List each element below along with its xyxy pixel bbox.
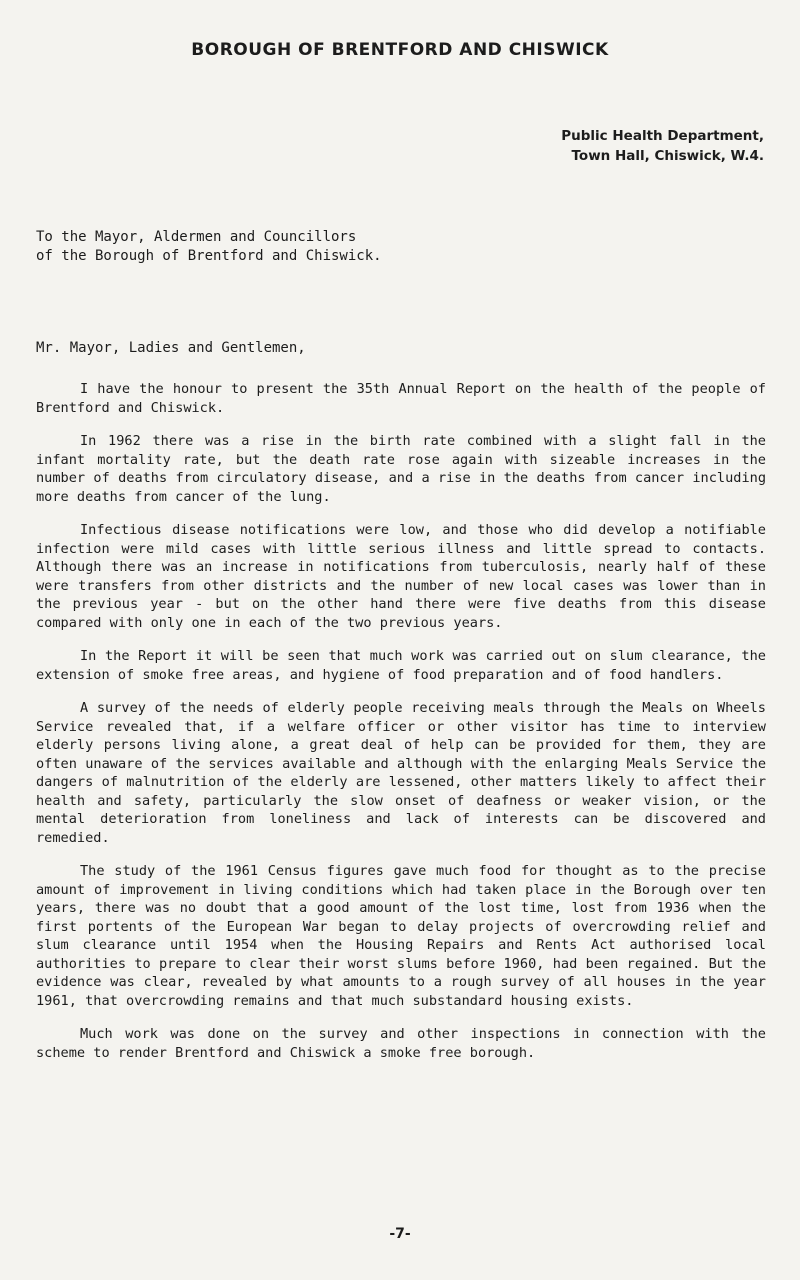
salutation: Mr. Mayor, Ladies and Gentlemen, bbox=[36, 340, 306, 356]
addressee-line-1: To the Mayor, Aldermen and Councillors bbox=[36, 229, 357, 245]
addressee bbox=[36, 228, 382, 266]
paragraph: I have the honour to present the 35th Annual Report on the health of the people of Brentford and Chiswick. bbox=[36, 381, 766, 416]
paragraph: In 1962 there was a rise in the birth rate combined with a slight fall in the infant mortality rate, but the death rate rose again with sizeable increases in the number of deaths from circulatory disease, and a rise in the deaths from cancer including more deaths from cancer of the lung. bbox=[36, 433, 766, 505]
paragraph: In the Report it will be seen that much work was carried out on slum clearance, the extension of smoke free areas, and hygiene of food preparation and of food handlers. bbox=[36, 648, 766, 683]
report-body bbox=[36, 380, 766, 1077]
sender-address bbox=[561, 126, 764, 166]
page-title: BOROUGH OF BRENTFORD AND CHISWICK bbox=[191, 40, 609, 60]
address-line-1: Public Health Department, bbox=[561, 128, 764, 144]
address-line-2: Town Hall, Chiswick, W.4. bbox=[571, 148, 764, 164]
paragraph: The study of the 1961 Census figures gave much food for thought as to the precise amount of improvement in living conditions which had taken place in the Borough over ten years, there was no doubt that a good amount of the lost time, lost from 1936 when the first portents of the European War began to delay projects of overcrowding relief and slum clearance until 1954 when the Housing Repairs and Rents Act authorised local authorities to prepare to clear their worst slums before 1960, had been regained. But the evidence was clear, revealed by what amounts to a rough survey of all houses in the year 1961, that overcrowding remains and that much substandard housing exists. bbox=[36, 863, 766, 1009]
page-number: -7- bbox=[389, 1226, 411, 1242]
paragraph: A survey of the needs of elderly people receiving meals through the Meals on Wheels Service revealed that, if a welfare officer or other visitor has time to interview elderly persons living alone, a great deal of help can be provided for them, they are often unaware of the services available and although with the enlarging Meals Service the dangers of malnutrition of the elderly are lessened, other matters likely to affect their health and safety, particularly the slow onset of deafness or weaker vision, or the mental deterioration from loneliness and lack of interests can be discovered and remedied. bbox=[36, 700, 766, 846]
paragraph: Infectious disease notifications were low, and those who did develop a notifiable infection were mild cases with little serious illness and little spread to contacts. Although there was an increase in notifications from tuberculosis, nearly half of these were transfers from other districts and the number of new local cases was lower than in the previous year - but on the other hand there were five deaths from this disease compared with only one in each of the two previous years. bbox=[36, 522, 766, 631]
addressee-line-2: of the Borough of Brentford and Chiswick. bbox=[36, 248, 382, 264]
paragraph: Much work was done on the survey and other inspections in connection with the scheme to render Brentford and Chiswick a smoke free borough. bbox=[36, 1026, 766, 1061]
